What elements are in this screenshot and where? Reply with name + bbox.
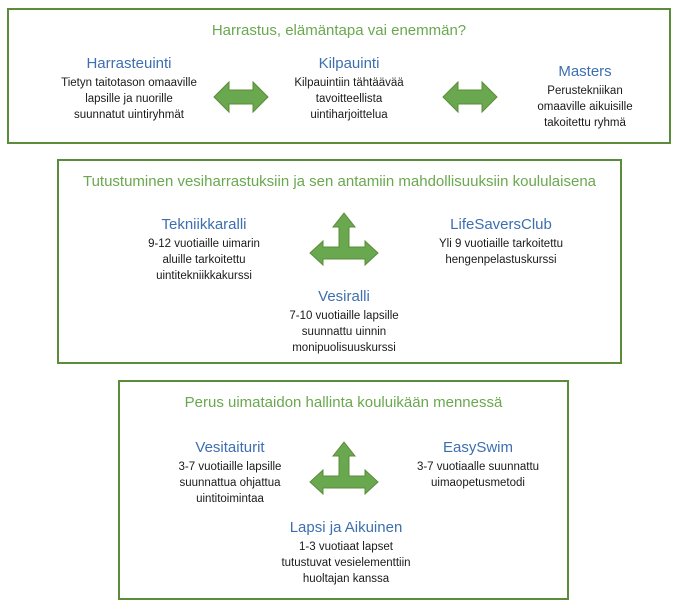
item-heading: Masters xyxy=(558,63,612,80)
item-line: tutustuvat vesielementtiin xyxy=(281,557,411,569)
item-line: Kilpauintiin tähtäävää xyxy=(294,77,404,89)
item-line: 1-3 vuotiaat lapset xyxy=(299,541,393,553)
item-heading: Vesitaiturit xyxy=(195,439,265,456)
section-preschool-box xyxy=(118,380,569,600)
item-line: suunnattu uinnin xyxy=(301,326,387,338)
section-title: Harrastus, elämäntapa vai enemmän? xyxy=(211,22,467,39)
item-vesitaiturit xyxy=(150,438,310,507)
item-masters xyxy=(497,62,673,131)
item-harrasteuinti xyxy=(29,54,229,123)
left-right-arrow-icon xyxy=(214,82,268,112)
three-way-arrow-icon xyxy=(310,213,378,265)
item-line: Perustekniikan xyxy=(547,85,623,97)
item-line: hengenpelastuskurssi xyxy=(445,254,557,266)
item-lifesaversclub xyxy=(404,215,598,268)
item-heading: Lapsi ja Aikuinen xyxy=(289,519,403,536)
item-lapsi-ja-aikuinen xyxy=(256,518,436,587)
item-line: 3-7 vuotiaille lapsille xyxy=(178,461,282,473)
item-tekniikkaralli xyxy=(109,215,299,284)
item-line: Yli 9 vuotiaille tarkoitettu xyxy=(438,238,563,250)
item-vesiralli xyxy=(254,287,434,356)
item-line: aluille tarkoitettu xyxy=(162,254,246,266)
item-line: omaaville aikuisille xyxy=(537,101,633,113)
section-title: Perus uimataidon hallinta kouluikään mennessä xyxy=(184,394,503,411)
item-kilpauinti xyxy=(267,54,431,123)
item-line: suunnatut uintiryhmät xyxy=(74,109,184,121)
item-line: huoltajan kanssa xyxy=(302,573,390,585)
item-line: 3-7 vuotiaalle suunnattu xyxy=(416,461,540,473)
item-line: tavoitteellista xyxy=(315,93,383,105)
item-heading: Kilpauinti xyxy=(318,55,380,72)
section-title: Tutustuminen vesiharrastuksiin ja sen antamiin mahdollisuuksiin koululaisena xyxy=(82,173,597,190)
item-line: lapsille ja nuorille xyxy=(85,93,173,105)
item-line: uintiharjoittelua xyxy=(310,109,388,121)
item-line: monipuolisuuskurssi xyxy=(292,342,396,354)
item-heading: Harrasteuinti xyxy=(86,55,172,72)
item-line: 7-10 vuotiaille lapsille xyxy=(289,310,399,322)
item-line: takoitettu ryhmä xyxy=(544,117,626,129)
item-line: uintitekniikkakurssi xyxy=(156,270,252,282)
item-heading: Vesiralli xyxy=(318,288,370,305)
left-right-arrow-icon xyxy=(443,82,497,112)
section-hobby-box xyxy=(7,8,671,144)
item-line: Tietyn taitotason omaaville xyxy=(61,77,197,89)
section-school-box xyxy=(57,159,622,364)
three-way-arrow-icon xyxy=(310,442,378,494)
item-line: suunnattua ohjattua xyxy=(179,477,281,489)
item-line: 9-12 vuotiaille uimarin xyxy=(148,238,260,250)
item-heading: EasySwim xyxy=(442,439,513,456)
item-heading: LifeSaversClub xyxy=(450,216,552,233)
item-easyswim xyxy=(398,438,558,491)
item-heading: Tekniikkaralli xyxy=(161,216,247,233)
item-line: uimaopetusmetodi xyxy=(431,477,525,489)
item-line: uintitoimintaa xyxy=(196,493,264,505)
